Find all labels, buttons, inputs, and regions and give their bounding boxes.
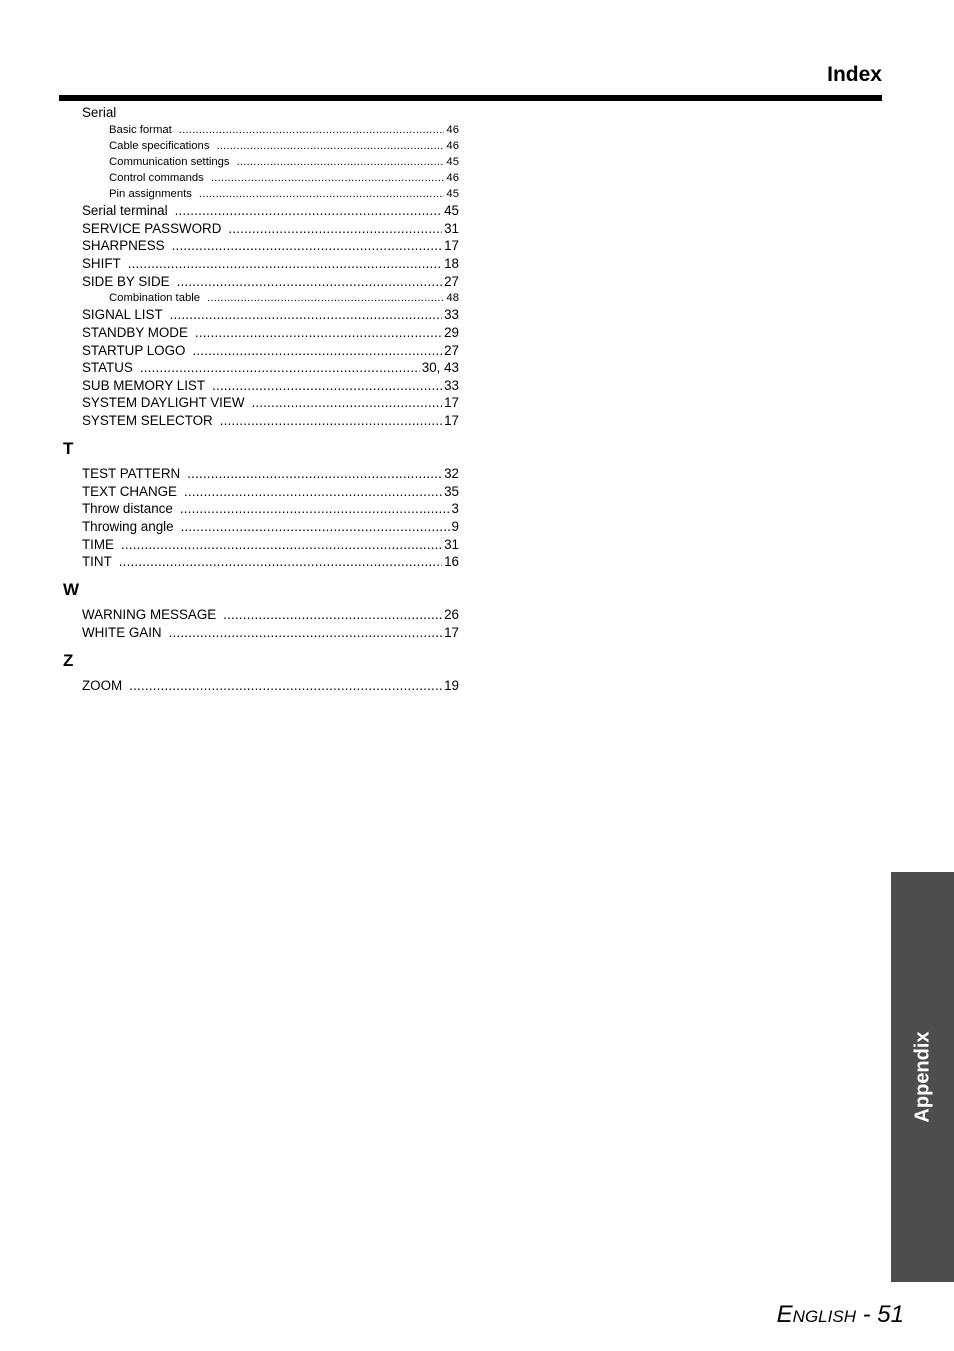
index-entry	[82, 466, 459, 482]
index-term: Serial	[82, 105, 117, 120]
dot-leader	[187, 466, 442, 482]
dot-leader	[212, 378, 442, 394]
index-entry	[82, 678, 459, 694]
index-entry	[82, 395, 459, 411]
index-subentry	[109, 123, 459, 137]
index-term: Basic format	[109, 124, 172, 136]
index-subentry	[109, 139, 459, 153]
index-page: 45	[446, 188, 459, 200]
dot-leader	[192, 343, 442, 359]
index-entry	[82, 554, 459, 570]
index-term: STATUS	[82, 360, 133, 375]
index-entry	[82, 413, 459, 429]
index-page: 16	[444, 554, 459, 569]
index-entry	[82, 307, 459, 323]
appendix-side-tab	[891, 872, 954, 1282]
index-entry	[82, 274, 459, 290]
dot-leader	[129, 678, 442, 694]
index-entry	[82, 378, 459, 394]
section-letter: T	[63, 439, 74, 458]
dot-leader	[119, 554, 442, 570]
index-page: 30, 43	[421, 360, 459, 375]
index-page: 27	[444, 274, 459, 289]
index-term: ZOOM	[82, 678, 123, 693]
index-page: 17	[444, 625, 459, 640]
dot-leader	[128, 256, 442, 272]
index-page: 33	[444, 307, 459, 322]
index-entry	[82, 360, 459, 376]
dot-leader	[140, 360, 420, 376]
index-term: TINT	[82, 554, 112, 569]
index-entry	[82, 238, 459, 254]
dot-leader	[220, 413, 442, 429]
index-page: 18	[444, 256, 459, 271]
index-page: 46	[446, 124, 459, 136]
index-term: TIME	[82, 537, 114, 552]
index-term: TEXT CHANGE	[82, 484, 177, 499]
index-term: SHIFT	[82, 256, 121, 271]
index-term: SHARPNESS	[82, 238, 165, 253]
section-letter: Z	[63, 651, 74, 670]
index-entry	[82, 256, 459, 272]
dot-leader	[175, 203, 443, 219]
index-term: STARTUP LOGO	[82, 343, 186, 358]
index-subentry	[109, 155, 459, 169]
index-term: SUB MEMORY LIST	[82, 378, 206, 393]
index-page: 19	[444, 678, 459, 693]
dot-leader	[179, 123, 445, 137]
index-term: SIDE BY SIDE	[82, 274, 170, 289]
index-page: 33	[444, 378, 459, 393]
index-entry	[82, 537, 459, 553]
index-page: 3	[451, 501, 459, 516]
index-entry	[82, 221, 459, 237]
index-term: Communication settings	[109, 156, 230, 168]
index-page: 32	[444, 466, 459, 481]
dot-leader	[223, 607, 442, 623]
dot-leader	[121, 537, 442, 553]
index-entry	[82, 501, 459, 517]
index-term: STANDBY MODE	[82, 325, 188, 340]
dot-leader	[207, 291, 444, 305]
dot-leader	[170, 307, 442, 323]
dot-leader	[251, 395, 442, 411]
dot-leader	[237, 155, 445, 169]
index-term: TEST PATTERN	[82, 466, 181, 481]
index-page: 9	[451, 519, 459, 534]
index-term: SYSTEM DAYLIGHT VIEW	[82, 395, 245, 410]
index-term: Combination table	[109, 292, 201, 304]
index-term: Serial terminal	[82, 203, 168, 218]
index-subentry	[109, 171, 459, 185]
index-entry	[82, 484, 459, 500]
index-page: 27	[444, 343, 459, 358]
dot-leader	[184, 484, 442, 500]
index-entry	[82, 105, 459, 121]
index-subentry	[109, 187, 459, 201]
index-page: 31	[444, 221, 459, 236]
dot-leader	[228, 221, 442, 237]
index-page: 17	[444, 395, 459, 410]
index-term: SERVICE PASSWORD	[82, 221, 222, 236]
dot-leader	[216, 139, 444, 153]
index-term: Cable specifications	[109, 140, 210, 152]
index-term: SYSTEM SELECTOR	[82, 413, 213, 428]
index-term: WARNING MESSAGE	[82, 607, 217, 622]
index-term: Pin assignments	[109, 188, 192, 200]
section-letter: W	[63, 580, 80, 599]
dot-leader	[181, 519, 450, 535]
index-page: 35	[444, 484, 459, 499]
dot-leader	[169, 625, 442, 641]
dot-leader	[180, 501, 450, 517]
index-entry	[82, 625, 459, 641]
index-term: Throwing angle	[82, 519, 174, 534]
index-entry	[82, 519, 459, 535]
index-page: 26	[444, 607, 459, 622]
side-tab-label: Appendix	[911, 1031, 933, 1123]
index-term: WHITE GAIN	[82, 625, 162, 640]
index-page: 45	[446, 156, 459, 168]
index-subentry	[109, 291, 459, 305]
index-entry	[82, 325, 459, 341]
dot-leader	[195, 325, 442, 341]
index-entry	[82, 607, 459, 623]
dot-leader	[211, 171, 445, 185]
index-page: 45	[444, 203, 459, 218]
index-term: Control commands	[109, 172, 204, 184]
index-term: SIGNAL LIST	[82, 307, 163, 322]
index-page: 48	[446, 292, 459, 304]
dot-leader	[199, 187, 445, 201]
index-page: 46	[446, 140, 459, 152]
index-page: 31	[444, 537, 459, 552]
index-page: 29	[444, 325, 459, 340]
dot-leader	[172, 238, 442, 254]
dot-leader	[177, 274, 443, 290]
index-page: 17	[444, 413, 459, 428]
index-term: Throw distance	[82, 501, 173, 516]
page-title: Index	[827, 63, 882, 86]
index-entry	[82, 203, 459, 219]
index-entry	[82, 343, 459, 359]
index-page: 17	[444, 238, 459, 253]
page-footer: English - 51	[776, 1301, 904, 1328]
index-page: 46	[446, 172, 459, 184]
